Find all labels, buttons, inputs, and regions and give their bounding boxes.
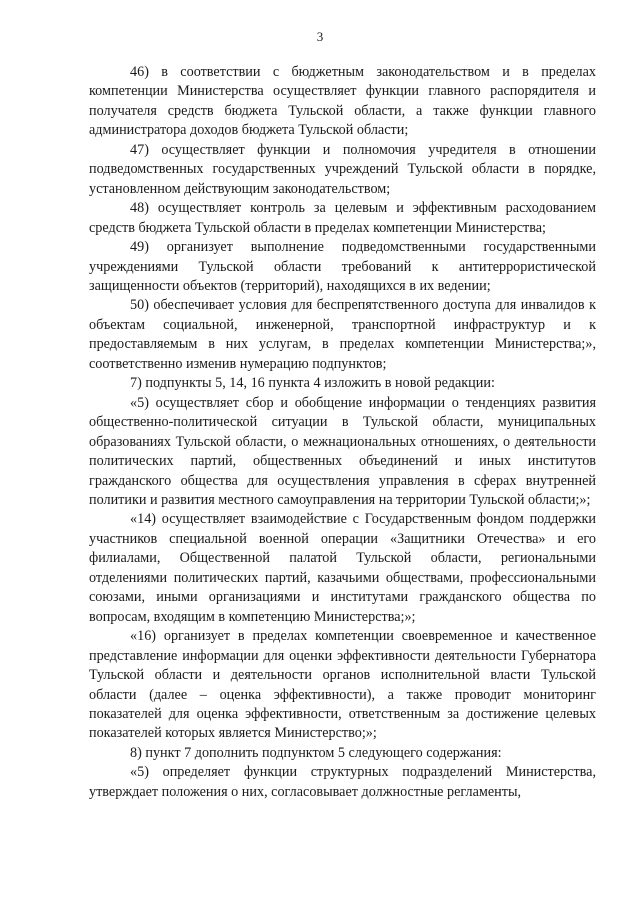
- paragraph-47: 47) осуществляет функции и полномочия учредителя в отношении подведомственных государственных учреждений Тульской области в порядке, установленном действующим законодательством;: [89, 141, 596, 197]
- paragraph-48: 48) осуществляет контроль за целевым и эффективным расходованием средств бюджета Тульской области в пределах компетенции Министерства;: [89, 200, 596, 236]
- paragraph-subitem-5: «5) осуществляет сбор и обобщение информации о тенденциях развития общественно-политической ситуации в Тульской области, муниципальных образованиях Тульской области, о межнациональных отношениях, о деятельности политических партий, общественных объединений и иных институтов гражданского общества для осуществления управления в сферах внутренней политики и развития местного самоуправления на территории Тульской области;»;: [89, 394, 596, 508]
- paragraph-49: 49) организует выполнение подведомственными государственными учреждениями Тульской области требований к антитеррористической защищенности объектов (территорий), находящихся в их ведении;: [89, 239, 596, 294]
- paragraph-46: 46) в соответствии с бюджетным законодательством и в пределах компетенции Министерства осуществляет функции главного распорядителя и получателя средств бюджета Тульской области, а также функции главного администратора доходов бюджета Тульской области;: [89, 64, 596, 139]
- paragraph-item-8: 8) пункт 7 дополнить подпунктом 5 следующего содержания:: [130, 744, 502, 761]
- paragraph-subitem-14: «14) осуществляет взаимодействие с Государственным фондом поддержки участников специальной военной операции «Защитники Отечества» и его филиалами, Общественной палатой Тульской области, региональными отделениями политических партий, казачьими обществами, профессиональными союзами, иными организациями и институтами гражданского общества по вопросам, входящим в компетенцию Министерства;»;: [89, 511, 596, 625]
- paragraph-subitem-16: «16) организует в пределах компетенции своевременное и качественное представление информации для оценки эффективности деятельности Губернатора Тульской области и деятельности органов исполнительной власти Тульской области (далее – оценка эффективности), а также проводит мониторинг показателей для оценка эффективности, ответственным за достижение целевых показателей которых является Министерство;»;: [89, 628, 596, 742]
- page-number: 3: [316, 29, 324, 44]
- paragraph-50: 50) обеспечивает условия для беспрепятственного доступа для инвалидов к объектам социальной, инженерной, транспортной инфраструктур и к предоставляемым в них услугам, в пределах компетенции Министерства;», соответственно изменив нумерацию подпунктов;: [89, 297, 596, 372]
- paragraph-item-7: 7) подпункты 5, 14, 16 пункта 4 изложить в новой редакции:: [130, 375, 495, 392]
- paragraph-new-subitem-5: «5) определяет функции структурных подразделений Министерства, утверждает положения о них, согласовывает должностные регламенты,: [89, 764, 596, 800]
- document-body: [89, 63, 596, 802]
